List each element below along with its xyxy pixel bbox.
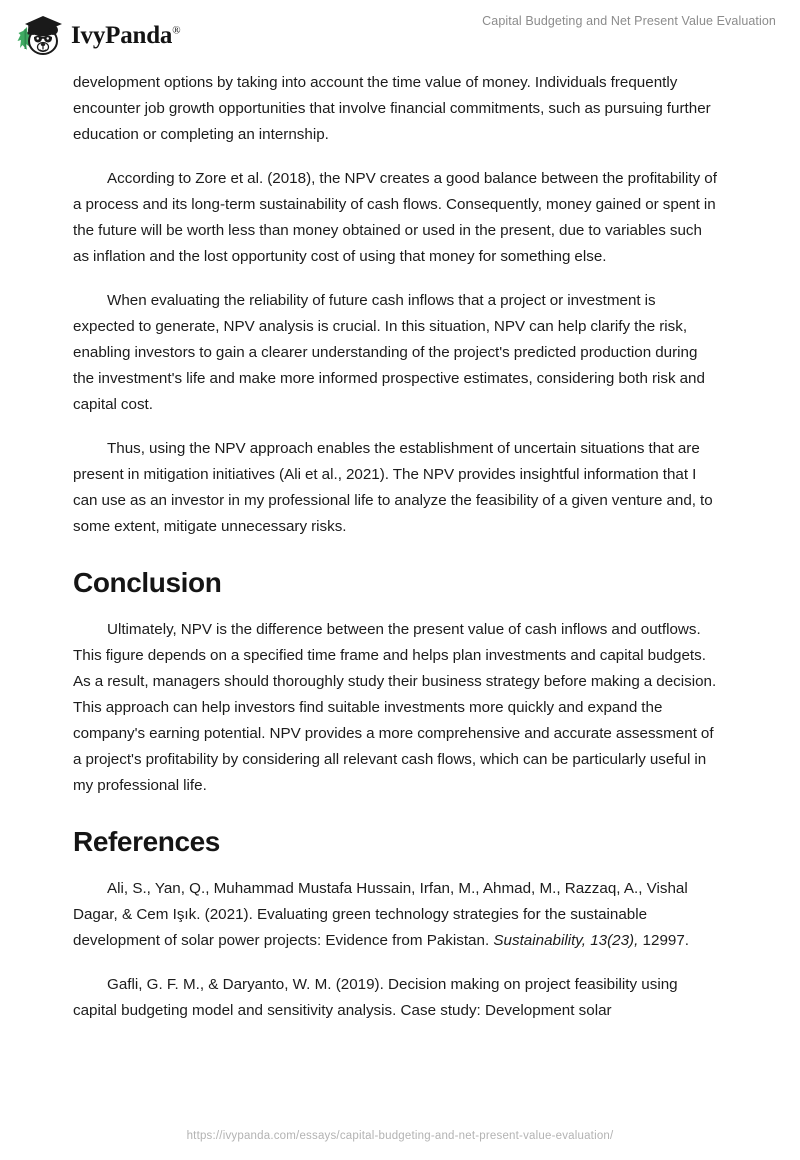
- document-content: [73, 70, 719, 1042]
- source-url-link[interactable]: https://ivypanda.com/essays/capital-budgeting-and-net-present-value-evaluation/: [186, 1130, 614, 1142]
- paragraph-time-value: development options by taking into account the time value of money. Individuals frequently encounter job growth opportunities that involve financial commitments, such as pursuing further education or completing an internship.: [73, 74, 711, 143]
- paragraph-uncertain: Thus, using the NPV approach enables the establishment of uncertain situations that are present in mitigation initiatives (Ali et al., 2021). The NPV provides insightful information that I can use as an investor in my professional life to analyze the feasibility of a given venture and, to some extent, mitigate unnecessary risks.: [73, 440, 713, 535]
- reference-text-part-2: 12997.: [638, 932, 690, 949]
- reference-text-part-1: Gafli, G. F. M., & Daryanto, W. M. (2019). Decision making on project feasibility using capital budgeting model and sensitivity analysis. Case study: Development solar: [73, 976, 678, 1019]
- ivypanda-brand[interactable]: [14, 10, 180, 60]
- paragraph-reliability: When evaluating the reliability of future cash inflows that a project or investment is expected to generate, NPV analysis is crucial. In this situation, NPV can help clarify the risk, enabling investors to gain a clearer understanding of the project's predicted production during the investment's life and make more informed prospective estimates, considering both risk and capital cost.: [73, 292, 705, 413]
- paragraph-zore: According to Zore et al. (2018), the NPV creates a good balance between the profitability of a process and its long-term sustainability of cash flows. Consequently, money gained or spent in the future will be worth less than money obtained or used in the present, due to variables such as inflation and the lost opportunity cost of using that money for something else.: [73, 170, 717, 265]
- brand-name-text: [71, 23, 180, 48]
- reference-entry-ali-2021: [73, 876, 719, 954]
- heading-conclusion: Conclusion: [73, 567, 222, 598]
- reference-source-italic: Sustainability, 13(23),: [493, 932, 639, 949]
- paragraph-conclusion: Ultimately, NPV is the difference between the present value of cash inflows and outflows. This figure depends on a specified time frame and helps plan investments and capital budgets. As a result, managers should thoroughly study their business strategy before making a decision. This approach can help investors find suitable investments more quickly and expand the company's earning potential. NPV provides a more comprehensive and accurate assessment of a project's profitability by considering all relevant cash flows, which can be particularly useful in my professional life.: [73, 621, 717, 794]
- heading-references: References: [73, 826, 220, 857]
- page-header: [0, 0, 800, 62]
- reference-text-part-1: Ali, S., Yan, Q., Muhammad Mustafa Hussain, Irfan, M., Ahmad, M., Razzaq, A., Vishal Dagar, & Cem Işık. (2021). Evaluating green technology strategies for the sustainable development of solar power projects: Evidence from Pakistan.: [73, 880, 688, 949]
- panda-graduate-logo-icon: [14, 12, 66, 58]
- page-footer: [0, 1126, 800, 1144]
- reference-entry-gafli-2019: [73, 972, 719, 1024]
- registered-trademark-mark: ®: [172, 24, 181, 37]
- brand-wordmark: IvyPanda: [71, 21, 173, 49]
- document-title-header: Capital Budgeting and Net Present Value Evaluation: [482, 14, 776, 28]
